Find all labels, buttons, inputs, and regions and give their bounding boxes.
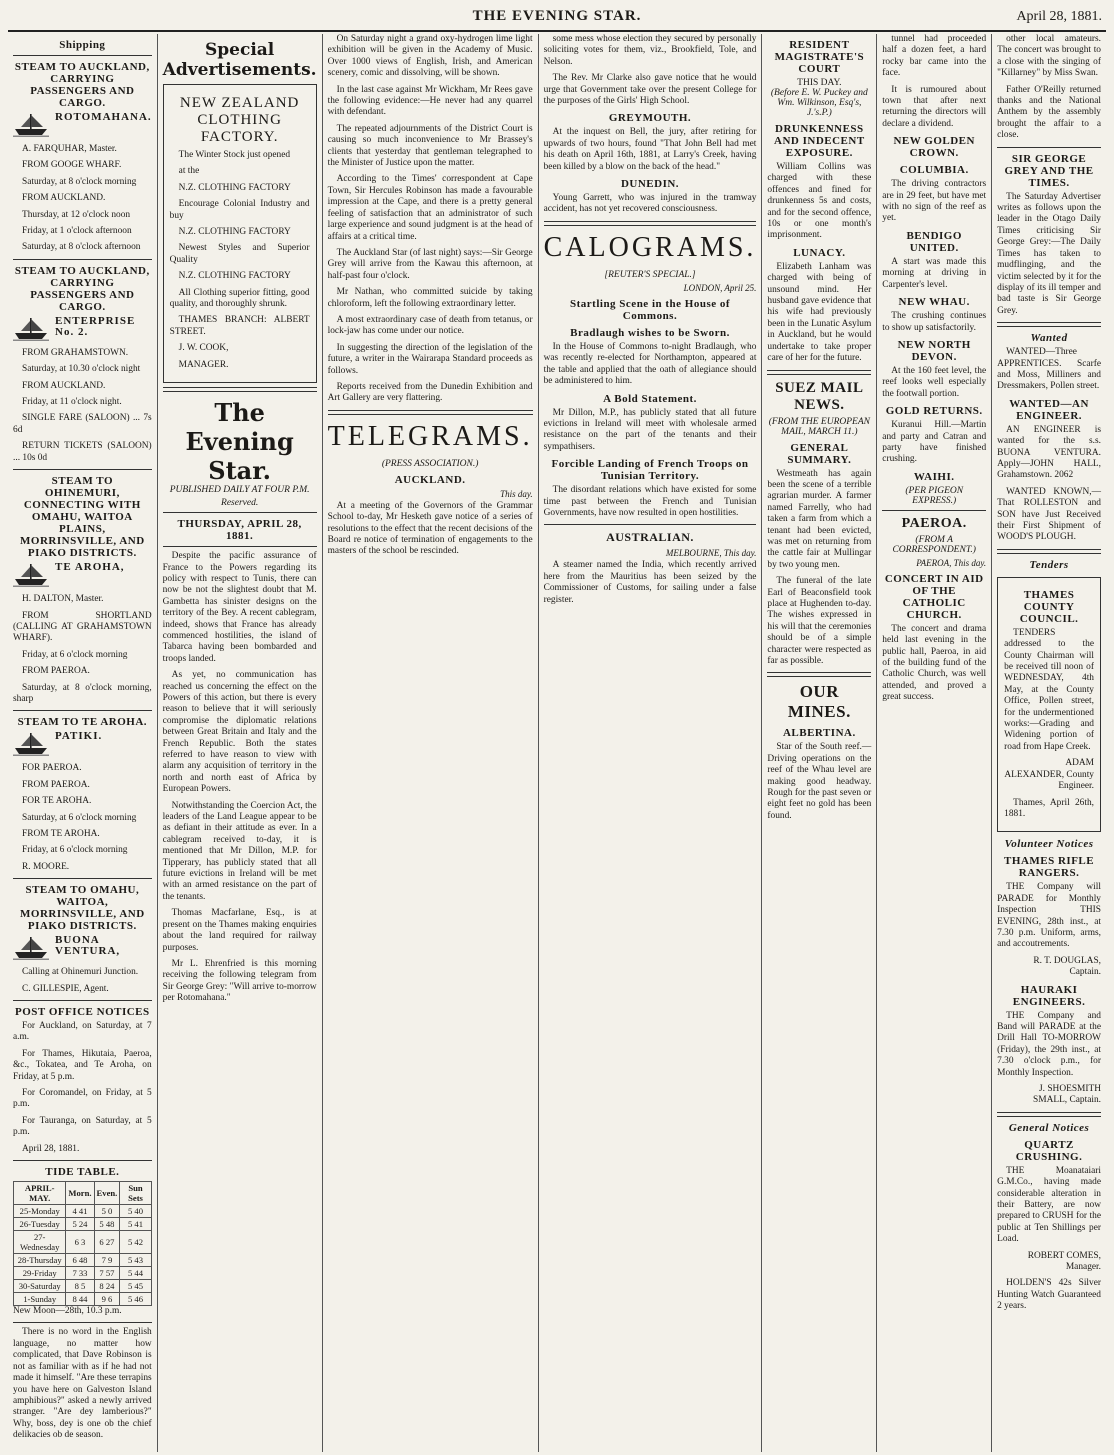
wanted-apprentices-ad: WANTED—Three APPRENTICES. Scarfe and Moss, Milliners and Dressmakers, Pollen street. [997, 347, 1101, 392]
tide-note: New Moon—28th, 10.3 p.m. [13, 1306, 122, 1317]
paeroa-heading: PAEROA. [901, 515, 967, 531]
notices-body [997, 34, 1101, 142]
clothing-factory-lines [170, 150, 310, 371]
telegrams-place: AUCKLAND. [394, 473, 466, 486]
ship-schedule-line: FROM SHORTLAND (CALLING AT GRAHAMSTOWN WHARF). [13, 610, 152, 644]
paeroa-subtitle: (FROM A CORRESPONDENT.) [892, 534, 976, 555]
columns [8, 34, 1106, 1452]
article-paragraph: The Rev. Mr Clarke also gave notice that he would urge that Government take over the present College for the purposes of the Girls' High School. [543, 73, 757, 107]
article-paragraph: Mr Nathan, who committed suicide by taking chloroform, left the following extraordinary letter. [327, 287, 533, 309]
suez-mail-heading: SUEZ MAIL NEWS. [775, 379, 864, 413]
clothing-factory-title: NEW ZEALAND CLOTHING FACTORY. [179, 95, 300, 145]
lunacy-heading: LUNACY. [793, 246, 846, 259]
quartz-crushing-paragraph: THE Moanataiari G.M.Co., having made considerable alteration in their Battery, are now prepared to CRUSH for the public at Ten Shillings per Load. [997, 1165, 1101, 1245]
ship-details [55, 316, 152, 338]
local-news-body [328, 34, 533, 405]
wanted-engineer-ad: AN ENGINEER is wanted for the s.s. BUONA VENTURA. Apply—JOHN HALL, Grahamstown. 2062 [997, 424, 1101, 481]
north-devon-heading: NEW NORTH DEVON. [897, 338, 971, 363]
calograms-title: CALOGRAMS. [543, 231, 757, 263]
divider [997, 549, 1101, 554]
article-paragraph: There is no word in the English language, no matter how complicated, that Dave Robinson is not as familiar with as if he had not made it himself. "Are these terrapins you have here on Galveston Island amphibious?" asked a newly arrived stranger. "Are dey lamberious?" Why, boss, dey is one ob the chief delikacies ob de season. [13, 1327, 152, 1441]
column-shipping [8, 34, 158, 1452]
drunkenness-heading: DRUNKENNESS AND INDECENT EXPOSURE. [774, 123, 865, 159]
quartz-crushing-heading: QUARTZ CRUSHING. [1015, 1138, 1083, 1163]
clothing-factory-line: The Winter Stock just opened [178, 150, 291, 160]
masthead [8, 6, 1106, 32]
telegrams-subtitle: (PRESS ASSOCIATION.) [381, 458, 479, 469]
column-local-news [323, 34, 539, 1452]
clothing-factory-line: Newest Styles and Superior Quality [169, 243, 310, 265]
clothing-factory-line: All Clothing superior fitting, good quality, and thoroughly shrunk. [169, 287, 310, 310]
wanted-known-ad: WANTED KNOWN,—That ROLLESTON and SON have Just Received their First Shipment of WOOD'S PLOUGH. [997, 486, 1101, 543]
hauraki-engineers-paragraph: THE Company and Band will PARADE at the Drill Hall TO-MORROW (Friday), the 29th inst., at 7.30 o'clock p.m., for Monthly Inspection. [997, 1010, 1101, 1078]
page-title: THE EVENING STAR. [472, 8, 642, 24]
french-troops-paragraph: The disordant relations which have existed for some time past between the French and Tunisian Governments, have now resulted in open hostilities. [543, 485, 757, 518]
clothing-factory-line: N.Z. CLOTHING FACTORY [178, 271, 291, 282]
ship-name: PATIKI. [55, 730, 103, 743]
ship-schedule-line: A. FARQUHAR, Master. [22, 144, 117, 154]
article-paragraph: According to the Times' correspondent at Cape Town, Sir Hercules Robinson has made a favourable impression at the Cape, and there is a pretty general feeling of satisfaction that an administrator of such large experience and sound judgment is at the head of affairs at a critical time. [327, 174, 533, 242]
shipping-ad [13, 61, 152, 260]
waihi-heading: WAIHI. [913, 470, 955, 483]
ship-schedule-line: FOR TE AROHA. [22, 796, 92, 807]
shipping-ad-heading: STEAM TO AUCKLAND, CARRYING PASSENGERS AND CARGO. [14, 264, 150, 313]
steamship-icon [13, 731, 49, 757]
ship-schedule-line: R. MOORE. [22, 861, 70, 872]
ship-details [55, 562, 152, 573]
ship-schedule-line: SINGLE FARE (SALOON) ... 7s 6d [13, 413, 152, 435]
tide-column-header: APRIL-MAY. [14, 1182, 66, 1205]
tide-cell: 8 44 [66, 1293, 94, 1306]
divider [163, 546, 317, 547]
shipping-ad [13, 475, 152, 711]
column-special-ads [158, 34, 323, 1452]
ship-schedule-line: FROM TE AROHA. [22, 828, 100, 839]
court-heading: RESIDENT MAGISTRATE'S COURT [774, 39, 865, 75]
post-office-line: For Tauranga, on Saturday, at 5 p.m. [13, 1115, 152, 1138]
county-council-paragraph: TENDERS addressed to the County Chairman will be received till noon of WEDNESDAY, 4th May, at the County Office, Pollen street, for the undermentioned works:—Grading and Widening portion of road from Hape Creek. [1004, 627, 1094, 752]
steamship-icon [13, 112, 49, 138]
post-office-heading: POST OFFICE NOTICES [15, 1006, 150, 1018]
tide-cell: 5 46 [120, 1293, 151, 1306]
tide-cell: 5 43 [120, 1254, 151, 1267]
ship-entry [13, 562, 152, 590]
tide-cell: 7 57 [94, 1267, 120, 1280]
article-paragraph: other local amateurs. The concert was brought to a close with the singing of "Killarney" by Miss Swan. [997, 34, 1101, 79]
tide-row [14, 1280, 152, 1293]
rifle-rangers-signature: R. T. DOUGLAS, Captain. [1033, 955, 1101, 978]
publication-line: PUBLISHED DAILY AT FOUR P.M. [169, 485, 310, 496]
tide-cell: 28-Thursday [14, 1254, 66, 1267]
ship-entry [13, 316, 152, 344]
ship-schedule-line: Saturday, at 8 o'clock morning, sharp [13, 682, 152, 704]
ship-details [55, 935, 152, 957]
columbia-heading: COLUMBIA. [899, 164, 969, 177]
tide-cell: 6 27 [94, 1231, 120, 1254]
ship-schedule-line: H. DALTON, Master. [22, 594, 104, 605]
column-notices [992, 34, 1106, 1452]
post-office-line: For Coromandel, on Friday, at 5 p.m. [13, 1088, 152, 1110]
french-troops-heading: Forcible Landing of French Troops on Tunisian Territory. [551, 458, 749, 483]
tide-cell: 7 9 [94, 1254, 120, 1267]
tide-cell: 5 44 [120, 1267, 151, 1280]
county-council-heading: THAMES COUNTY COUNCIL. [1019, 588, 1079, 625]
tide-cell: 25-Monday [14, 1205, 66, 1218]
divider [997, 322, 1101, 327]
shipping-ad-heading: STEAM TO TE AROHA. [17, 716, 148, 729]
county-council-tender [997, 577, 1101, 833]
golden-crown-heading: NEW GOLDEN CROWN. [893, 135, 975, 160]
section-heading: Shipping [59, 39, 106, 51]
columbia-paragraph: The driving contractors are in 29 feet, but have met with no sign of the reef as yet. [882, 179, 987, 224]
gold-returns-heading: GOLD RETURNS. [885, 405, 983, 418]
article-paragraph: A most extraordinary case of death from tetanus, or lock-jaw has come under our notice. [327, 314, 533, 337]
divider [328, 410, 533, 415]
article-paragraph: Father O'Reilly returned thanks and the National Anthem by the assembly brought the affair to a close. [997, 84, 1101, 141]
our-mines-heading: OUR MINES. [787, 682, 851, 722]
article-paragraph: On Saturday night a grand oxy-hydrogen lime light exhibition will be given in the Academy of Music. Over 1000 views of English, Irish, and American scenery, comic and dissolving, will be shown. [327, 34, 533, 79]
ship-entry [13, 935, 152, 963]
tide-cell: 9 6 [94, 1293, 120, 1306]
quartz-crushing-signature: ROBERT COMES, Manager. [1027, 1250, 1101, 1273]
ship-schedule-line: Friday, at 6 o'clock morning [22, 649, 128, 660]
divider [13, 710, 152, 711]
ship-name: ROTOMAHANA. [55, 111, 152, 123]
article-paragraph: Reports received from the Dunedin Exhibition and Art Gallery are very flattering. [327, 381, 533, 404]
volunteer-notices-heading: Volunteer Notices [1004, 838, 1094, 851]
bendigo-paragraph: A start was made this morning at driving in Carpenter's level. [882, 256, 987, 290]
ship-name: ENTERPRISE No. 2. [55, 314, 136, 338]
divider [163, 512, 317, 513]
tide-cell: 30-Saturday [14, 1280, 66, 1293]
post-office-line: April 28, 1881. [22, 1143, 80, 1154]
albertina-paragraph: Star of the South reef.—Driving operations on the reef of the Whau level are making good headway. Rough for the past seven or eight feet no gold has been found. [767, 742, 872, 821]
clothing-factory-line: N.Z. CLOTHING FACTORY [178, 227, 291, 238]
special-advertisements-heading: Special Advertisements. [162, 40, 317, 80]
tide-column-header: Sun Sets [120, 1182, 151, 1205]
telegrams-date: This day. [500, 488, 533, 499]
clothing-factory-line: at the [178, 166, 200, 177]
shipping-ad [13, 265, 152, 470]
tide-cell: 5 45 [120, 1280, 151, 1293]
clothing-factory-line: J. W. COOK, [178, 343, 229, 354]
column-court-mail [762, 34, 877, 1452]
tide-cell: 8 24 [94, 1280, 120, 1293]
australian-date: MELBOURNE, This day. [665, 548, 757, 559]
tide-cell: 29-Friday [14, 1267, 66, 1280]
ship-entry [13, 112, 152, 140]
australian-paragraph: A steamer named the India, which recently arrived here from the Mauritius has been seized by the Commissioner of Customs, for sailing under a false register. [543, 560, 757, 605]
ship-name: TE AROHA, [55, 561, 125, 574]
tide-cell: 5 41 [120, 1218, 151, 1231]
ship-schedule-line: Saturday, at 8 o'clock afternoon [22, 242, 141, 253]
article-paragraph: In suggesting the direction of the legislation of the future, a writer in the Wairarapa Standard proceeds as follows. [327, 342, 533, 376]
divider [767, 672, 871, 677]
ship-schedule-line: Friday, at 6 o'clock morning [22, 845, 128, 856]
steamship-icon [13, 316, 49, 342]
tide-row [14, 1254, 152, 1267]
calograms-subtitle: [REUTER'S SPECIAL.] [604, 269, 696, 280]
ship-entry [13, 731, 152, 759]
bold-statement-paragraph: Mr Dillon, M.P., has publicly stated that all future evictions in Ireland will meet with wholesale armed resistance on the part of the tenants and their sympathisers. [543, 407, 757, 452]
divider [544, 524, 757, 525]
ship-schedule-line: C. GILLESPIE, Agent. [22, 983, 109, 994]
ship-schedule-line: Saturday, at 6 o'clock morning [22, 812, 137, 823]
greymouth-paragraph: At the inquest on Bell, the jury, after retiring for upwards of two hours, found "That John Bell had met his death on April 16th, 1881, at Larry's Creek, having been killed by a blow on the back of the head." [543, 127, 757, 172]
watch-ad: HOLDEN'S 42s Silver Hunting Watch Guaranteed 2 years. [997, 1278, 1101, 1312]
divider [13, 1000, 152, 1001]
ship-schedule-line: FOR PAEROA. [22, 763, 82, 774]
tide-column-header: Morn. [66, 1182, 94, 1205]
ship-schedule-line: FROM AUCKLAND. [22, 380, 106, 391]
tide-column-header: Even. [94, 1182, 120, 1205]
ship-schedule-line: FROM AUCKLAND. [22, 193, 106, 204]
tide-cell: 7 33 [66, 1267, 94, 1280]
australian-heading: AUSTRALIAN. [606, 530, 694, 545]
post-office-line: For Thames, Hikutaia, Paeroa, &c., Tokatea, and Te Aroha, on Friday, at 5 p.m. [13, 1048, 152, 1082]
shipping-ad-heading: STEAM TO OMAHU, WAITOA, MORRINSVILLE, AND PIAKO DISTRICTS. [20, 884, 145, 933]
telegrams-title: TELEGRAMS. [327, 420, 533, 452]
ship-schedule-line: RETURN TICKETS (SALOON) ... 10s 0d [13, 441, 152, 463]
steamship-icon [13, 935, 49, 961]
divider [13, 259, 152, 260]
ship-schedule-line: Friday, at 11 o'clock night. [22, 397, 122, 408]
tide-cell: 6 3 [66, 1231, 94, 1254]
general-notices-heading: General Notices [1008, 1121, 1090, 1134]
ship-schedule-line: Calling at Ohinemuri Junction. [22, 967, 139, 978]
lunacy-paragraph: Elizabeth Lanham was charged with being of unsound mind. Her husband gave evidence that his wife had previously been in the Lunatic Asylum in Auckland, but he would undertake to take proper care of her for the future. [767, 261, 872, 364]
tide-row [14, 1218, 152, 1231]
article-paragraph: Thomas Macfarlane, Esq., is at present on the Thames making enquiries about the land required for railway purposes. [162, 908, 317, 953]
bradlaugh-heading: Startling Scene in the House of Commons. [570, 297, 731, 322]
tide-row [14, 1293, 152, 1306]
whau-heading: NEW WHAU. [898, 296, 970, 309]
article-paragraph: Mr L. Ehrenfried is this morning receiving the following telegram from Sir George Grey: "Will arrive to-morrow per Rotomahana." [162, 958, 317, 1004]
divider [13, 469, 152, 470]
general-summary-heading: GENERAL SUMMARY. [787, 441, 852, 466]
clothing-factory-line: THAMES BRANCH: ALBERT STREET. [169, 315, 310, 337]
paper-title: The Evening Star. [185, 398, 294, 486]
concert-heading: CONCERT IN AID OF THE CATHOLIC CHURCH. [884, 572, 984, 621]
gold-returns-paragraph: Kuranui Hill.—Martin and party and Catran and party have finished crushing. [882, 420, 987, 465]
suez-mail-subtitle: (FROM THE EUROPEAN MAIL, MARCH 11.) [768, 416, 871, 437]
article-paragraph: some mess whose election they secured by personally soliciting votes for them, viz., Brookfield, Tole, and Nelson. [543, 34, 757, 67]
tide-cell: 5 40 [120, 1205, 151, 1218]
shipping-ad-heading: STEAM TO AUCKLAND, CARRYING PASSENGERS AND CARGO. [14, 61, 150, 109]
bradlaugh-subheading: Bradlaugh wishes to be Sworn. [570, 326, 730, 339]
tide-cell: 5 48 [94, 1218, 120, 1231]
bendigo-heading: BENDIGO UNITED. [906, 229, 962, 254]
shipping-ad [13, 884, 152, 1001]
divider [882, 510, 986, 511]
article-paragraph: Notwithstanding the Coercion Act, the leaders of the Land League appear to be as defiant in their attitude as ever. In a cablegram received to-day, it is mentioned that Mr Dillon, M.P. for Tipperary, has publicly stated that all future evictions in Ireland will be met with an armed resistance on the part of the tenants. [162, 800, 317, 902]
tenders-heading: Tenders [1029, 558, 1069, 571]
tide-cell: 4 41 [66, 1205, 94, 1218]
calograms-date: LONDON, April 25. [683, 282, 757, 293]
bradlaugh-paragraph: In the House of Commons to-night Bradlaugh, who was recently re-elected for Northampton, appeared at the table and applied that the oath of allegiance should be administered to him. [543, 341, 757, 387]
clothing-factory-ad [163, 84, 317, 383]
tide-cell: 5 24 [66, 1218, 94, 1231]
tide-cell: 6 48 [66, 1254, 94, 1267]
court-date: THIS DAY. [797, 78, 842, 88]
reserved-note: Reserved. [221, 498, 259, 509]
wanted-heading: Wanted [1030, 332, 1068, 345]
ship-schedule-line: Saturday, at 10.30 o'clock night [22, 364, 141, 375]
divider [997, 147, 1101, 148]
tide-table [13, 1181, 152, 1306]
ship-schedule-line: Thursday, at 12 o'clock noon [22, 209, 131, 220]
ship-details [55, 112, 152, 123]
telegrams-body [544, 34, 757, 107]
whau-paragraph: The crushing continues to show up satisfactorily. [882, 311, 987, 333]
dunedin-paragraph: Young Garrett, who was injured in the tramway accident, has not yet recovered consciousness. [543, 193, 757, 215]
tide-row [14, 1205, 152, 1218]
article-paragraph: The Auckland Star (of last night) says:—Sir George Grey will arrive from the Kawau this afternoon, at half-past four o'clock. [327, 247, 533, 281]
column-mines [877, 34, 992, 1452]
article-paragraph: Despite the pacific assurance of France to the Powers regarding its policy with respect to Tunis, there can now be not the slightest doubt that M. Gambetta has sinister designs on the territory of the Bey. A recent cablegram, indeed, shows that France has already commenced hostilities, the island of Tabarca having been bombarded and troops landed. [162, 551, 317, 664]
tide-cell: 5 0 [94, 1205, 120, 1218]
rifle-rangers-heading: THAMES RIFLE RANGERS. [1004, 855, 1095, 880]
page-date: April 28, 1881. [1016, 9, 1102, 24]
tide-cell: 1-Sunday [14, 1293, 66, 1306]
divider [163, 387, 317, 392]
north-devon-paragraph: At the 160 feet level, the reef looks well especially the footwall portion. [882, 365, 987, 399]
tide-cell: 27-Wednesday [14, 1231, 66, 1254]
county-council-signature: ADAM ALEXANDER, County Engineer. [1004, 758, 1094, 792]
shipping-ads [13, 61, 152, 1001]
concert-paragraph: The concert and drama held last evening in the public hall, Paeroa, in aid of the building fund of the Catholic Church, was well attended, and proved a great success. [882, 623, 987, 703]
tide-cell: 26-Tuesday [14, 1218, 66, 1231]
divider [13, 1160, 152, 1161]
ship-schedule-line: FROM PAEROA. [22, 779, 90, 790]
tide-cell: 8 5 [66, 1280, 94, 1293]
ship-name: BUONA VENTURA, [55, 934, 121, 958]
mines-body [882, 34, 986, 130]
clothing-factory-line: Encourage Colonial Industry and buy [169, 199, 310, 221]
article-paragraph: The repeated adjournments of the District Court is causing so much inconvenience to Mr Brassey's clients that yesterday that gentleman telegraphed to the Minister of Justice upon the matter. [327, 123, 533, 169]
county-council-date: Thames, April 26th, 1881. [1004, 797, 1094, 819]
hauraki-engineers-signature: J. SHOESMITH SMALL, Captain. [1033, 1084, 1101, 1106]
steamship-icon [13, 562, 49, 588]
court-subtitle: (Before E. W. Puckey and Wm. Wilkinson, Esq's, J.'s.P.) [770, 88, 868, 118]
clothing-factory-line: N.Z. CLOTHING FACTORY [178, 182, 291, 193]
editorial-body [163, 551, 317, 1004]
london-paragraph: The funeral of the late Earl of Beaconsfield took place at Hughenden to-day. The wishes expressed in his will that the ceremonies should be of a simple character were respected as far as possible. [767, 576, 872, 666]
grey-times-paragraph: The Saturday Advertiser writes as follows upon the leader in the Otago Daily Times criticising Sir George Grey:—The Daily Times has taken to mudflinging, and the victim selected by it for the display of its ill temper and bad taste is Sir George Grey. [997, 191, 1101, 316]
divider [997, 1112, 1101, 1117]
article-paragraph: tunnel had proceeded half a dozen feet, a hard rocky bar came into the face. [882, 34, 987, 79]
ship-schedule-line: FROM PAEROA. [22, 666, 90, 677]
post-office-line: For Auckland, on Saturday, at 7 a.m. [13, 1021, 152, 1043]
divider [544, 221, 757, 226]
ship-schedule-line: Friday, at 1 o'clock afternoon [22, 226, 132, 237]
telegram-paragraph: At a meeting of the Governors of the Grammar School to-day, Mr Hesketh gave notice of a series of resolutions to the effect that the recent decisions of the Board re notice of termination of engagements to the masters of the school be rescinded. [327, 500, 533, 557]
shipping-ad-heading: STEAM TO OHINEMURI, CONNECTING WITH OMAHU, WAITOA PLAINS, MORRINSVILLE, AND PIAKO DISTRICTS. [20, 475, 145, 560]
ship-schedule-line: FROM GRAHAMSTOWN. [22, 347, 129, 358]
editorial-date: THURSDAY, APRIL 28, 1881. [177, 518, 302, 543]
rifle-rangers-paragraph: THE Company will PARADE for Monthly Inspection THIS EVENING, 28th inst., at 7.30 p.m. Uniform, arms, and accoutrements. [997, 882, 1101, 950]
general-summary-paragraph: Westmeath has again been the scene of a terrible agrarian murder. A farmer named Farrelly, who had taken a farm from which a tenant had been evicted, was met on returning from the cattle fair at Mullingar by two young men. [767, 468, 872, 570]
drunkenness-paragraph: William Collins was charged with these offences and fined for drunkenness 5s and costs, and for the second offence, 10s or one month's imprisonment. [767, 162, 872, 241]
divider [13, 55, 152, 56]
article-paragraph: It is rumoured about town that after next returning the directors will declare a dividend. [882, 84, 987, 129]
bold-statement-heading: A Bold Statement. [603, 392, 697, 405]
tide-row [14, 1231, 152, 1254]
article-paragraph: As yet, no communication has reached us concerning the effect on the Powers of this action, but there is every reason to believe that it will seriously compromise the diplomatic relations between Great Britain and Italy and the French Republic. Both the states referred to have reason to view with alarm any acquisition of territory in the north and north east of Africa by European Powers. [162, 670, 317, 795]
divider [13, 1322, 152, 1323]
wanted-engineer-heading: WANTED—AN ENGINEER. [1009, 397, 1089, 422]
tide-row [14, 1267, 152, 1280]
article-paragraph: In the last case against Mr Wickham, Mr Rees gave the following evidence:—He never had any quarrel with defendant. [327, 84, 533, 118]
tide-table-heading: TIDE TABLE. [45, 1166, 120, 1179]
clothing-factory-line: MANAGER. [178, 359, 229, 370]
albertina-heading: ALBERTINA. [782, 727, 856, 740]
hauraki-engineers-heading: HAURAKI ENGINEERS. [1012, 983, 1086, 1008]
dunedin-heading: DUNEDIN. [620, 178, 680, 191]
waihi-subtitle: (PER PIGEON EXPRESS.) [905, 485, 964, 506]
divider [13, 878, 152, 879]
shipping-ad [13, 716, 152, 879]
post-office-notices [13, 1021, 152, 1155]
ship-schedule-line: Saturday, at 8 o'clock morning [22, 176, 137, 187]
ship-details [55, 731, 152, 742]
ship-schedule-line: FROM GOOGE WHARF. [22, 160, 122, 171]
grey-times-heading: SIR GEORGE GREY AND THE TIMES. [1004, 152, 1094, 189]
paeroa-date: PAEROA, This day. [916, 557, 987, 568]
column-telegrams [539, 34, 763, 1452]
greymouth-heading: GREYMOUTH. [608, 112, 692, 125]
tide-cell: 5 42 [120, 1231, 151, 1254]
divider [767, 370, 871, 375]
